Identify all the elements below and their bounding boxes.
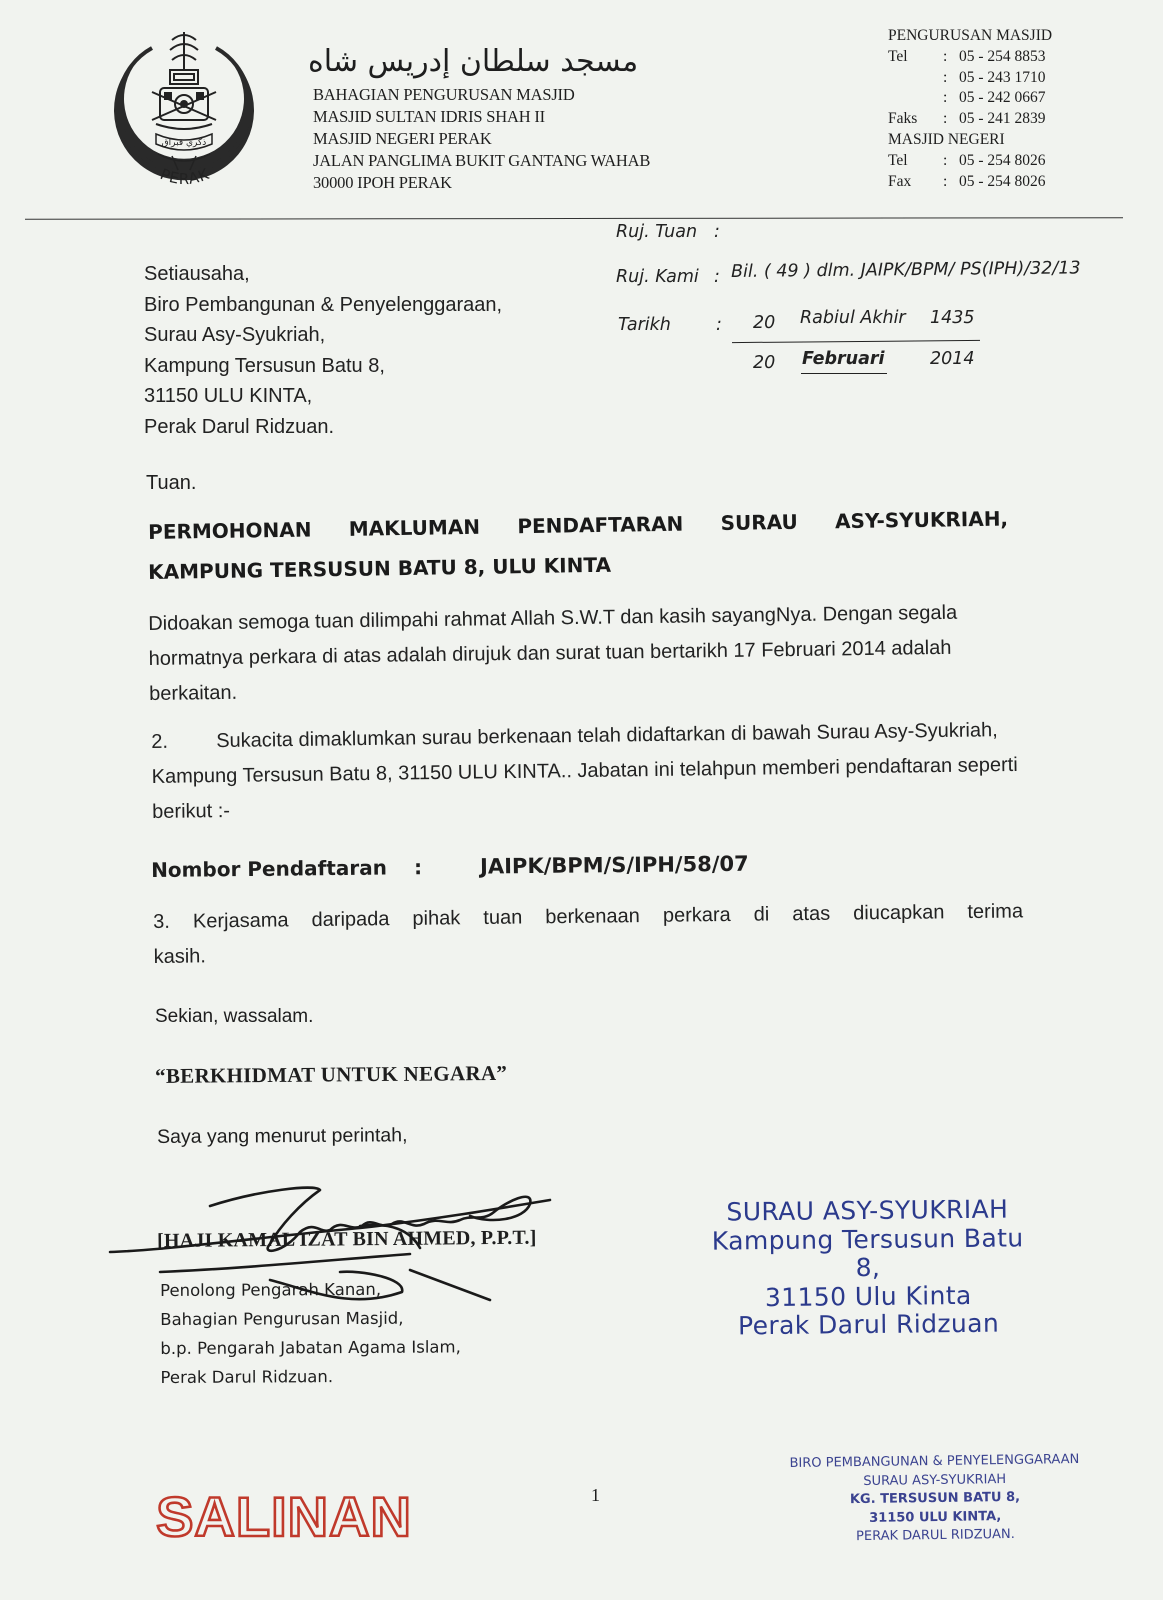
contact-value: 05 - 254 8026 — [959, 151, 1046, 169]
stamp-line: BIRO PEMBANGUNAN & PENYELENGGARAAN — [789, 1451, 1080, 1472]
stamp-line: PERAK DARUL RIDZUAN. — [856, 1526, 1015, 1545]
closing-greeting: Sekian, wassalam. — [155, 1006, 314, 1027]
subject-word: PENDAFTARAN — [517, 511, 684, 539]
contact-label — [888, 88, 943, 109]
contact-block — [888, 26, 1052, 192]
paragraph-2-text: Sukacita dimaklumkan surau berkenaan telah didaftarkan di bawah Surau Asy-Syukriah, Kampung Tersusun Batu 8, 31150 ULU KINTA.. Jabatan ini telahpun memberi pendaftaran seperti berikut :- — [151, 719, 1018, 823]
signatory-line: Bahagian Pengurusan Masjid, — [160, 1308, 404, 1329]
address-line: MASJID SULTAN IDRIS SHAH II — [313, 107, 545, 126]
recipient-line: 31150 ULU KINTA, — [144, 385, 313, 407]
registration-label: Nombor Pendaftaran — [151, 855, 388, 882]
contact-row — [888, 172, 1052, 193]
subject-line-2: KAMPUNG TERSUSUN BATU 8, ULU KINTA — [148, 552, 612, 584]
contact-label: Tel — [888, 151, 908, 169]
stamp-line: SURAU ASY-SYUKRIAH — [863, 1471, 1007, 1489]
contact-heading-masjid-negeri: MASJID NEGERI — [888, 130, 1005, 148]
registration-value: JAIPK/BPM/S/IPH/58/07 — [479, 851, 749, 879]
paragraph-3 — [153, 894, 1024, 975]
tarikh-separator: : — [716, 315, 722, 335]
address-line: JALAN PANGLIMA BUKIT GANTANG WAHAB — [313, 151, 651, 170]
letterhead-divider — [25, 217, 1123, 220]
gregorian-month: Februari — [802, 349, 885, 369]
contact-row — [888, 68, 1052, 89]
contact-row — [888, 109, 1052, 130]
contact-separator: : — [943, 172, 948, 190]
paragraph-3-word: atas — [792, 902, 831, 926]
hijri-month: Rabiul Akhir — [800, 308, 906, 328]
salinan-text: SALINAN — [156, 1485, 412, 1548]
subject-word: MAKLUMAN — [348, 514, 481, 541]
registration-separator: : — [413, 855, 423, 880]
biro-stamp — [769, 1451, 1100, 1548]
ruj-tuan-separator: : — [714, 222, 720, 242]
contact-row — [888, 47, 1052, 68]
registration-number-row — [151, 852, 749, 882]
stamp-line: 31150 Ulu Kinta — [764, 1280, 972, 1312]
paragraph-3-word: diucapkan — [853, 901, 945, 925]
stamp-line: Perak Darul Ridzuan — [737, 1308, 1000, 1341]
paragraph-3-word: pihak — [412, 907, 461, 930]
recipient-line: Setiausaha, — [144, 263, 250, 285]
hijri-day: 20 — [753, 313, 776, 333]
contact-label: Faks — [888, 110, 918, 128]
paragraph-2 — [151, 713, 1022, 830]
stamp-line: KG. TERSUSUN BATU 8, — [849, 1489, 1021, 1508]
contact-separator: : — [943, 89, 948, 107]
contact-separator: : — [943, 110, 948, 128]
signatory-line: b.p. Pengarah Jabatan Agama Islam, — [160, 1337, 461, 1358]
ruj-kami-label: Ruj. Kami — [616, 267, 699, 287]
page-number: 1 — [591, 1485, 600, 1505]
month-underline — [801, 373, 887, 374]
contact-value: 05 - 242 0667 — [959, 89, 1046, 107]
recipient-address — [144, 259, 502, 442]
contact-value: 05 - 254 8026 — [959, 172, 1046, 190]
contact-row — [888, 151, 1052, 172]
signatory-line: Perak Darul Ridzuan. — [160, 1367, 334, 1387]
contact-label: Fax — [888, 172, 912, 190]
contact-separator: : — [943, 151, 948, 169]
gregorian-year: 2014 — [930, 349, 975, 369]
recipient-line: Biro Pembangunan & Penyelenggaraan, — [144, 293, 503, 316]
letterhead-address — [313, 84, 650, 194]
paragraph-3-word: di — [753, 903, 770, 926]
contact-separator: : — [943, 47, 948, 65]
contact-separator: : — [943, 68, 948, 86]
stamp-line: 31150 ULU KINTA, — [869, 1508, 1002, 1526]
recipient-line: Surau Asy-Syukriah, — [144, 324, 326, 346]
gregorian-day: 20 — [753, 353, 776, 373]
paragraph-number: 3. — [153, 910, 171, 933]
stamp-line: SURAU ASY-SYUKRIAH — [726, 1194, 1009, 1227]
address-line: 30000 IPOH PERAK — [313, 173, 452, 192]
contact-label — [888, 68, 943, 89]
surau-address-stamp — [702, 1195, 1033, 1341]
paragraph-number: 2. — [151, 730, 169, 753]
emblem-inscription: ذكري فبراق — [161, 138, 207, 148]
ruj-tuan-label: Ruj. Tuan — [616, 222, 698, 242]
address-line: BAHAGIAN PENGURUSAN MASJID — [313, 85, 575, 104]
paragraph-3-word: perkara — [662, 903, 731, 927]
paragraph-3-word: tuan — [483, 906, 523, 929]
contact-label: Tel — [888, 47, 908, 65]
address-line: MASJID NEGERI PERAK — [313, 129, 492, 148]
subject-word: SURAU — [720, 509, 798, 536]
perak-state-emblem — [112, 30, 257, 195]
signatory-line: Penolong Pengarah Kanan, — [160, 1279, 382, 1300]
paragraph-3-word: terima — [967, 900, 1024, 924]
handwritten-signature — [110, 1160, 570, 1320]
contact-value: 05 - 241 2839 — [959, 110, 1046, 128]
tarikh-label: Tarikh — [618, 315, 671, 335]
ruj-kami-value: Bil. ( 49 ) dlm. JAIPK/BPM/ PS(IPH)/32/13 — [731, 258, 1081, 282]
signatory-name: [HAJI KAMAL IZAT BIN AHMED, P.P.T.] — [157, 1226, 537, 1252]
paragraph-3-word: Kerjasama — [192, 909, 289, 933]
paragraph-1: Didoakan semoga tuan dilimpahi rahmat Allah S.W.T dan kasih sayangNya. Dengan segala hormatnya perkara di atas adalah dirujuk dan surat tuan bertarikh 17 Februari 2014 adalah berkaitan. — [148, 601, 958, 705]
paragraph-3-word: daripada — [311, 908, 390, 932]
hijri-year: 1435 — [930, 308, 975, 328]
contact-row — [888, 88, 1052, 109]
ruj-kami-separator: : — [714, 267, 720, 287]
stamp-line: Kampung Tersusun Batu 8, — [711, 1222, 1024, 1283]
subject-line-1 — [148, 506, 1008, 544]
recipient-line: Perak Darul Ridzuan. — [144, 415, 335, 438]
salutation: Tuan. — [146, 472, 197, 494]
salinan-copy-stamp — [156, 1478, 412, 1550]
emblem-caption: PERAK — [157, 164, 213, 189]
paragraph-3-word: berkenaan — [545, 905, 640, 929]
subject-word: PERMOHONAN — [148, 517, 312, 544]
contact-heading-pengurusan: PENGURUSAN MASJID — [888, 27, 1053, 44]
contact-value: 05 - 243 1710 — [959, 68, 1046, 86]
mosque-name-arabic: مسجد سلطان إدريس شاه — [308, 44, 639, 79]
date-divider-line — [732, 340, 980, 343]
recipient-line: Kampung Tersusun Batu 8, — [144, 354, 385, 377]
complimentary-close: Saya yang menurut perintah, — [157, 1124, 408, 1148]
paragraph-3-line-2: kasih. — [153, 945, 207, 968]
subject-word: ASY-SYUKRIAH, — [834, 506, 1009, 534]
contact-value: 05 - 254 8853 — [959, 47, 1046, 65]
motto: “BERKHIDMAT UNTUK NEGARA” — [155, 1060, 508, 1088]
